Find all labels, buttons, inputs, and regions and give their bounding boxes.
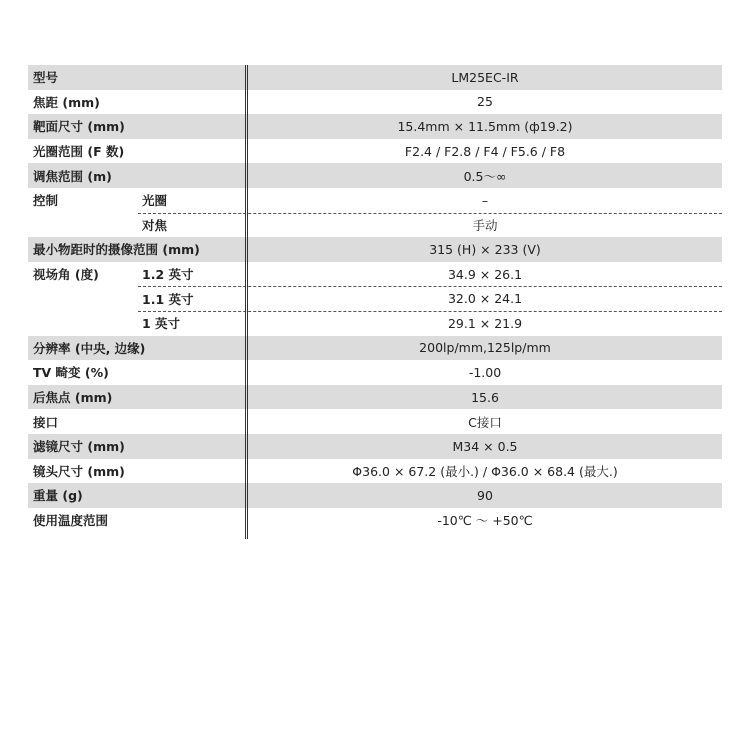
row-value: 25 [477, 94, 493, 110]
table-row [28, 459, 722, 484]
row-value: F2.4 / F2.8 / F4 / F5.6 / F8 [404, 143, 566, 159]
row-value: 200lp/mm,125lp/mm [419, 340, 551, 356]
row-label: 型号 [33, 70, 59, 86]
table-row [28, 483, 722, 508]
row-label: 视场角 (度) [33, 267, 99, 283]
row-label: 镜头尺寸 (mm) [33, 463, 125, 479]
table-row [28, 360, 722, 385]
row-value: 手动 [472, 217, 498, 233]
row-label: 焦距 (mm) [33, 94, 100, 110]
table-row [28, 336, 722, 361]
row-value: M34 × 0.5 [452, 438, 518, 454]
row-value: 15.6 [471, 389, 499, 405]
row-label: 分辨率 (中央, 边缘) [33, 340, 146, 356]
row-label: 最小物距时的摄像范围 (mm) [33, 242, 200, 258]
row-sublabel: 光圈 [142, 193, 168, 209]
row-label: 控制 [33, 193, 59, 209]
table-row [28, 311, 722, 336]
row-value: C接口 [468, 414, 502, 430]
row-value: 32.0 × 24.1 [447, 291, 523, 307]
row-value: 29.1 × 21.9 [447, 315, 523, 331]
row-value: 0.5～∞ [463, 168, 507, 184]
table-row [28, 114, 722, 139]
table-row [28, 139, 722, 164]
row-value: -1.00 [468, 364, 502, 380]
row-value: LM25EC-IR [451, 69, 519, 85]
row-label: TV 畸变 (%) [33, 365, 109, 381]
column-divider [245, 65, 248, 539]
table-row [28, 434, 722, 459]
table-row [28, 508, 722, 533]
table-row [28, 213, 722, 238]
row-label: 滤镜尺寸 (mm) [33, 439, 125, 455]
row-sublabel: 对焦 [142, 217, 168, 233]
row-label: 靶面尺寸 (mm) [33, 119, 125, 135]
row-sublabel: 1 英寸 [142, 316, 181, 332]
row-label: 重量 (g) [33, 488, 83, 504]
table-row [28, 409, 722, 434]
table-row [28, 188, 722, 213]
table-row [28, 65, 722, 90]
row-value: 315 (H) × 233 (V) [429, 241, 541, 257]
table-row [28, 90, 722, 115]
table-row [28, 163, 722, 188]
row-value: 90 [477, 487, 493, 503]
row-label: 光圈范围 (F 数) [33, 144, 125, 160]
row-label: 使用温度范围 [33, 512, 109, 528]
row-value: -10℃ ～ +50℃ [437, 512, 533, 528]
spec-table [28, 65, 722, 532]
row-label: 调焦范围 (m) [33, 168, 112, 184]
table-row [28, 237, 722, 262]
table-row [28, 385, 722, 410]
row-value: 34.9 × 26.1 [447, 266, 523, 282]
table-row [28, 262, 722, 287]
row-value: – [481, 192, 489, 208]
row-value: 15.4mm × 11.5mm (ф19.2) [397, 118, 573, 134]
row-sublabel: 1.2 英寸 [142, 267, 194, 283]
row-label: 后焦点 (mm) [33, 390, 113, 406]
row-sublabel: 1.1 英寸 [142, 291, 194, 307]
table-row [28, 286, 722, 311]
row-value: Φ36.0 × 67.2 (最小.) / Φ36.0 × 68.4 (最大.) [352, 463, 618, 479]
row-label: 接口 [33, 414, 59, 430]
